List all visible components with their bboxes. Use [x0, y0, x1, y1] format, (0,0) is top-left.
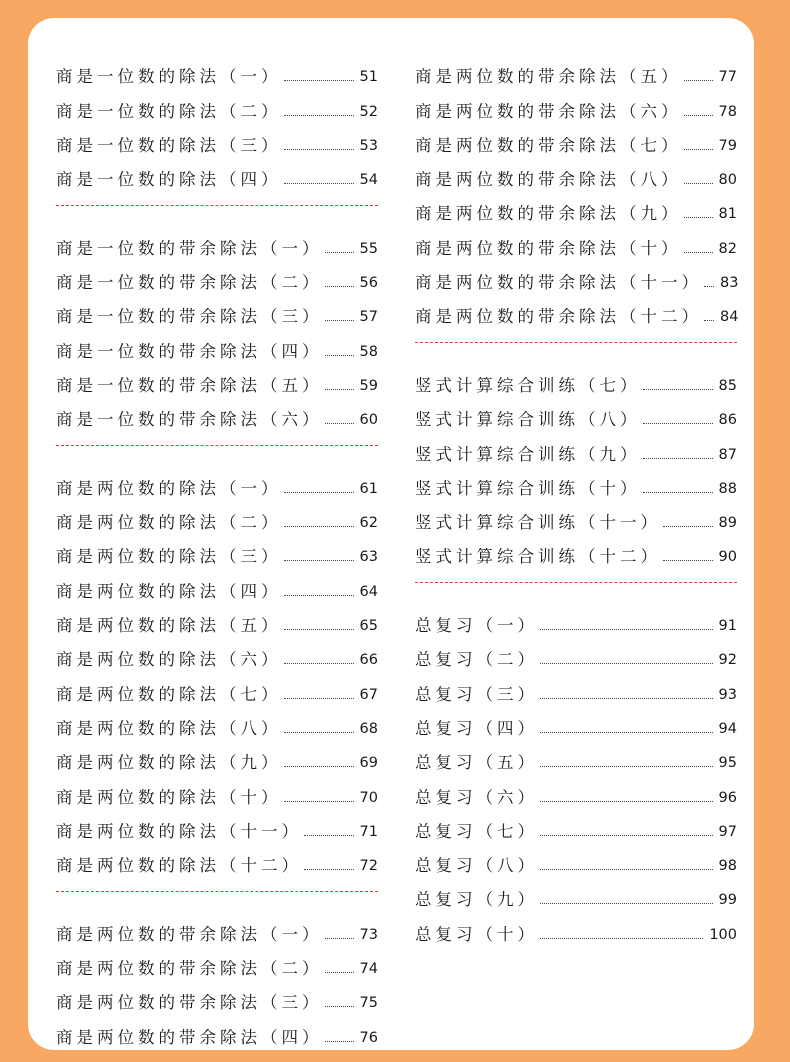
dot-leader [325, 286, 354, 287]
dot-leader [284, 492, 354, 493]
dot-leader [325, 320, 354, 321]
toc-entry-page-number: 78 [718, 103, 737, 120]
toc-entry-title: 商是一位数的除法（二） [56, 101, 282, 121]
dot-leader [284, 526, 354, 527]
toc-entry-page-number: 86 [718, 412, 737, 429]
toc-entry[interactable] [56, 362, 378, 396]
toc-entry[interactable] [56, 156, 378, 190]
toc-entry-page-number: 100 [709, 926, 737, 943]
toc-entry-title: 商是两位数的带余除法（六） [415, 101, 682, 121]
toc-entry-page-number: 56 [359, 275, 378, 292]
toc-entry-page-number: 77 [718, 69, 737, 86]
toc-entry[interactable] [415, 499, 737, 533]
toc-entry[interactable] [415, 156, 737, 190]
dot-leader [325, 938, 354, 939]
dot-leader [540, 938, 703, 939]
toc-entry[interactable] [56, 53, 378, 87]
toc-entry-page-number: 85 [718, 377, 737, 394]
toc-entry-page-number: 82 [718, 240, 737, 257]
toc-entry-page-number: 91 [718, 618, 737, 635]
dot-leader [684, 252, 713, 253]
toc-entry-page-number: 65 [359, 618, 378, 635]
toc-entry-title: 商是一位数的带余除法（一） [56, 238, 323, 258]
dot-leader [325, 1006, 354, 1007]
toc-entry[interactable] [415, 670, 737, 704]
toc-entry-title: 竖式计算综合训练（九） [415, 444, 641, 464]
dot-leader [643, 492, 713, 493]
toc-entry-title: 总复习（二） [415, 650, 538, 670]
dot-leader [284, 698, 354, 699]
toc-entry-title: 商是两位数的带余除法（四） [56, 1027, 323, 1047]
dot-leader [284, 183, 354, 184]
section-separator [415, 327, 737, 361]
toc-entry-title: 总复习（六） [415, 787, 538, 807]
toc-entry[interactable] [56, 670, 378, 704]
toc-entry-title: 商是两位数的除法（三） [56, 547, 282, 567]
toc-entry-title: 商是两位数的除法（六） [56, 650, 282, 670]
toc-entry-title: 商是两位数的除法（十一） [56, 821, 302, 841]
toc-entry-page-number: 53 [359, 137, 378, 154]
toc-entry[interactable] [415, 842, 737, 876]
toc-entry-page-number: 71 [359, 823, 378, 840]
dot-leader [684, 115, 713, 116]
toc-entry[interactable] [415, 430, 737, 464]
toc-entry[interactable] [56, 945, 378, 979]
toc-left-column [56, 53, 378, 1048]
toc-entry-page-number: 54 [359, 172, 378, 189]
section-separator [56, 876, 378, 910]
toc-entry-title: 总复习（九） [415, 890, 538, 910]
dot-leader [325, 355, 354, 356]
dot-leader [643, 423, 713, 424]
toc-entry-title: 商是一位数的带余除法（二） [56, 273, 323, 293]
toc-entry-page-number: 60 [359, 412, 378, 429]
toc-entry[interactable] [56, 636, 378, 670]
toc-entry-page-number: 94 [718, 720, 737, 737]
toc-entry-title: 商是两位数的除法（八） [56, 718, 282, 738]
toc-entry[interactable] [56, 259, 378, 293]
dot-leader [540, 732, 713, 733]
toc-entry[interactable] [56, 705, 378, 739]
dot-leader [684, 217, 713, 218]
toc-entry-title: 商是两位数的带余除法（八） [415, 170, 682, 190]
toc-entry[interactable] [415, 602, 737, 636]
toc-entry-page-number: 59 [359, 377, 378, 394]
toc-entry-title: 商是两位数的带余除法（九） [415, 204, 682, 224]
toc-entry[interactable] [56, 842, 378, 876]
toc-entry-title: 商是两位数的除法（七） [56, 684, 282, 704]
toc-entry-title: 商是两位数的除法（十二） [56, 856, 302, 876]
toc-entry-title: 商是一位数的除法（一） [56, 67, 282, 87]
toc-entry-page-number: 97 [718, 823, 737, 840]
dot-leader [540, 801, 713, 802]
toc-entry[interactable] [56, 293, 378, 327]
toc-entry[interactable] [56, 602, 378, 636]
toc-entry-title: 商是两位数的带余除法（三） [56, 993, 323, 1013]
toc-entry[interactable] [415, 362, 737, 396]
dot-leader [663, 560, 713, 561]
toc-entry[interactable] [415, 190, 737, 224]
toc-entry-page-number: 87 [718, 446, 737, 463]
toc-entry-title: 商是一位数的带余除法（四） [56, 341, 323, 361]
toc-entry[interactable] [56, 773, 378, 807]
toc-entry-title: 竖式计算综合训练（十二） [415, 547, 661, 567]
toc-entry[interactable] [415, 636, 737, 670]
dot-leader [704, 286, 714, 287]
dot-leader [284, 663, 354, 664]
toc-entry[interactable] [56, 533, 378, 567]
toc-entry[interactable] [56, 87, 378, 121]
toc-entry[interactable] [415, 396, 737, 430]
toc-entry-title: 总复习（八） [415, 856, 538, 876]
dot-leader [540, 766, 713, 767]
dot-leader [325, 252, 354, 253]
dot-leader [284, 149, 354, 150]
toc-entry[interactable] [56, 1013, 378, 1047]
toc-entry-page-number: 74 [359, 961, 378, 978]
toc-entry[interactable] [56, 979, 378, 1013]
toc-entry-page-number: 88 [718, 480, 737, 497]
dot-leader [325, 389, 354, 390]
toc-entry-title: 商是两位数的带余除法（一） [56, 924, 323, 944]
toc-entry-page-number: 75 [359, 995, 378, 1012]
toc-entry-page-number: 62 [359, 515, 378, 532]
toc-entry[interactable] [415, 533, 737, 567]
dot-leader [684, 183, 713, 184]
toc-entry-page-number: 66 [359, 652, 378, 669]
toc-entry-page-number: 67 [359, 686, 378, 703]
dot-leader [284, 732, 354, 733]
toc-entry-page-number: 64 [359, 583, 378, 600]
toc-entry-page-number: 69 [359, 755, 378, 772]
dot-leader [540, 698, 713, 699]
toc-entry-page-number: 51 [359, 69, 378, 86]
section-separator [415, 567, 737, 601]
dot-leader [704, 320, 714, 321]
toc-entry[interactable] [415, 910, 737, 944]
toc-entry-title: 竖式计算综合训练（十） [415, 478, 641, 498]
dot-leader [540, 903, 713, 904]
toc-entry-page-number: 70 [359, 789, 378, 806]
toc-entry[interactable] [415, 259, 737, 293]
toc-entry[interactable] [415, 739, 737, 773]
toc-entry-title: 商是两位数的带余除法（七） [415, 135, 682, 155]
toc-entry[interactable] [415, 465, 737, 499]
toc-entry-title: 商是一位数的带余除法（三） [56, 307, 323, 327]
toc-entry-title: 商是一位数的除法（四） [56, 170, 282, 190]
dot-leader [284, 595, 354, 596]
toc-entry-title: 商是两位数的带余除法（十一） [415, 273, 702, 293]
toc-entry-title: 竖式计算综合训练（八） [415, 410, 641, 430]
dot-leader [284, 629, 354, 630]
toc-card [28, 18, 754, 1050]
dot-leader [304, 869, 354, 870]
toc-entry-title: 商是两位数的除法（十） [56, 787, 282, 807]
toc-entry-title: 商是两位数的除法（二） [56, 513, 282, 533]
toc-entry[interactable] [415, 53, 737, 87]
toc-entry[interactable] [415, 773, 737, 807]
toc-entry-title: 商是两位数的带余除法（五） [415, 67, 682, 87]
toc-entry[interactable] [415, 122, 737, 156]
toc-entry-title: 总复习（一） [415, 616, 538, 636]
toc-entry-title: 商是两位数的带余除法（十） [415, 238, 682, 258]
toc-entry-page-number: 89 [718, 515, 737, 532]
dot-leader [663, 526, 713, 527]
toc-entry-title: 商是两位数的除法（五） [56, 616, 282, 636]
dot-leader [684, 80, 713, 81]
toc-entry[interactable] [56, 465, 378, 499]
dot-leader [325, 972, 354, 973]
toc-entry-page-number: 57 [359, 309, 378, 326]
toc-entry[interactable] [56, 808, 378, 842]
dot-leader [284, 801, 354, 802]
toc-entry-page-number: 96 [718, 789, 737, 806]
dot-leader [284, 560, 354, 561]
toc-entry-title: 竖式计算综合训练（七） [415, 375, 641, 395]
toc-entry[interactable] [56, 499, 378, 533]
dot-leader [643, 389, 713, 390]
dot-leader [643, 458, 713, 459]
dot-leader [684, 149, 713, 150]
toc-entry-page-number: 63 [359, 549, 378, 566]
toc-entry-page-number: 73 [359, 926, 378, 943]
toc-entry-page-number: 58 [359, 343, 378, 360]
toc-entry-page-number: 76 [359, 1029, 378, 1046]
toc-entry-page-number: 61 [359, 480, 378, 497]
toc-entry-title: 总复习（五） [415, 753, 538, 773]
toc-entry[interactable] [56, 396, 378, 430]
toc-entry-title: 商是两位数的带余除法（十二） [415, 307, 702, 327]
toc-entry[interactable] [56, 567, 378, 601]
toc-right-column [415, 53, 737, 945]
dot-leader [325, 1041, 354, 1042]
toc-entry-title: 商是两位数的除法（九） [56, 753, 282, 773]
section-separator [56, 190, 378, 224]
toc-entry-page-number: 52 [359, 103, 378, 120]
dot-leader [284, 766, 354, 767]
toc-entry-page-number: 81 [718, 206, 737, 223]
toc-entry-page-number: 99 [718, 892, 737, 909]
toc-entry-page-number: 84 [720, 309, 739, 326]
toc-entry[interactable] [56, 327, 378, 361]
toc-entry[interactable] [56, 910, 378, 944]
toc-entry[interactable] [415, 87, 737, 121]
section-separator [56, 430, 378, 464]
toc-entry-title: 总复习（七） [415, 821, 538, 841]
toc-entry-title: 总复习（四） [415, 718, 538, 738]
dot-leader [284, 80, 354, 81]
dot-leader [325, 423, 354, 424]
toc-entry-page-number: 90 [718, 549, 737, 566]
toc-entry-page-number: 93 [718, 686, 737, 703]
toc-entry[interactable] [415, 293, 737, 327]
toc-entry-page-number: 68 [359, 720, 378, 737]
dot-leader [540, 629, 713, 630]
toc-entry-title: 商是两位数的除法（四） [56, 581, 282, 601]
toc-entry-page-number: 92 [718, 652, 737, 669]
toc-entry-title: 商是一位数的带余除法（五） [56, 375, 323, 395]
toc-entry-page-number: 79 [718, 137, 737, 154]
toc-entry-title: 竖式计算综合训练（十一） [415, 513, 661, 533]
toc-entry[interactable] [56, 122, 378, 156]
toc-entry-title: 商是一位数的带余除法（六） [56, 410, 323, 430]
dot-leader [304, 835, 354, 836]
toc-entry-page-number: 95 [718, 755, 737, 772]
toc-entry-title: 总复习（三） [415, 684, 538, 704]
toc-entry-title: 商是一位数的除法（三） [56, 135, 282, 155]
toc-entry-page-number: 72 [359, 858, 378, 875]
dot-leader [540, 663, 713, 664]
toc-entry[interactable] [56, 224, 378, 258]
toc-entry-page-number: 55 [359, 240, 378, 257]
toc-entry-page-number: 83 [720, 275, 739, 292]
toc-entry-page-number: 80 [718, 172, 737, 189]
toc-entry-title: 总复习（十） [415, 924, 538, 944]
toc-entry-page-number: 98 [718, 858, 737, 875]
toc-entry-title: 商是两位数的带余除法（二） [56, 959, 323, 979]
dot-leader [540, 869, 713, 870]
toc-entry[interactable] [415, 876, 737, 910]
toc-entry[interactable] [415, 808, 737, 842]
toc-entry[interactable] [415, 224, 737, 258]
dot-leader [540, 835, 713, 836]
toc-entry-title: 商是两位数的除法（一） [56, 478, 282, 498]
toc-entry[interactable] [415, 705, 737, 739]
dot-leader [284, 115, 354, 116]
toc-entry[interactable] [56, 739, 378, 773]
